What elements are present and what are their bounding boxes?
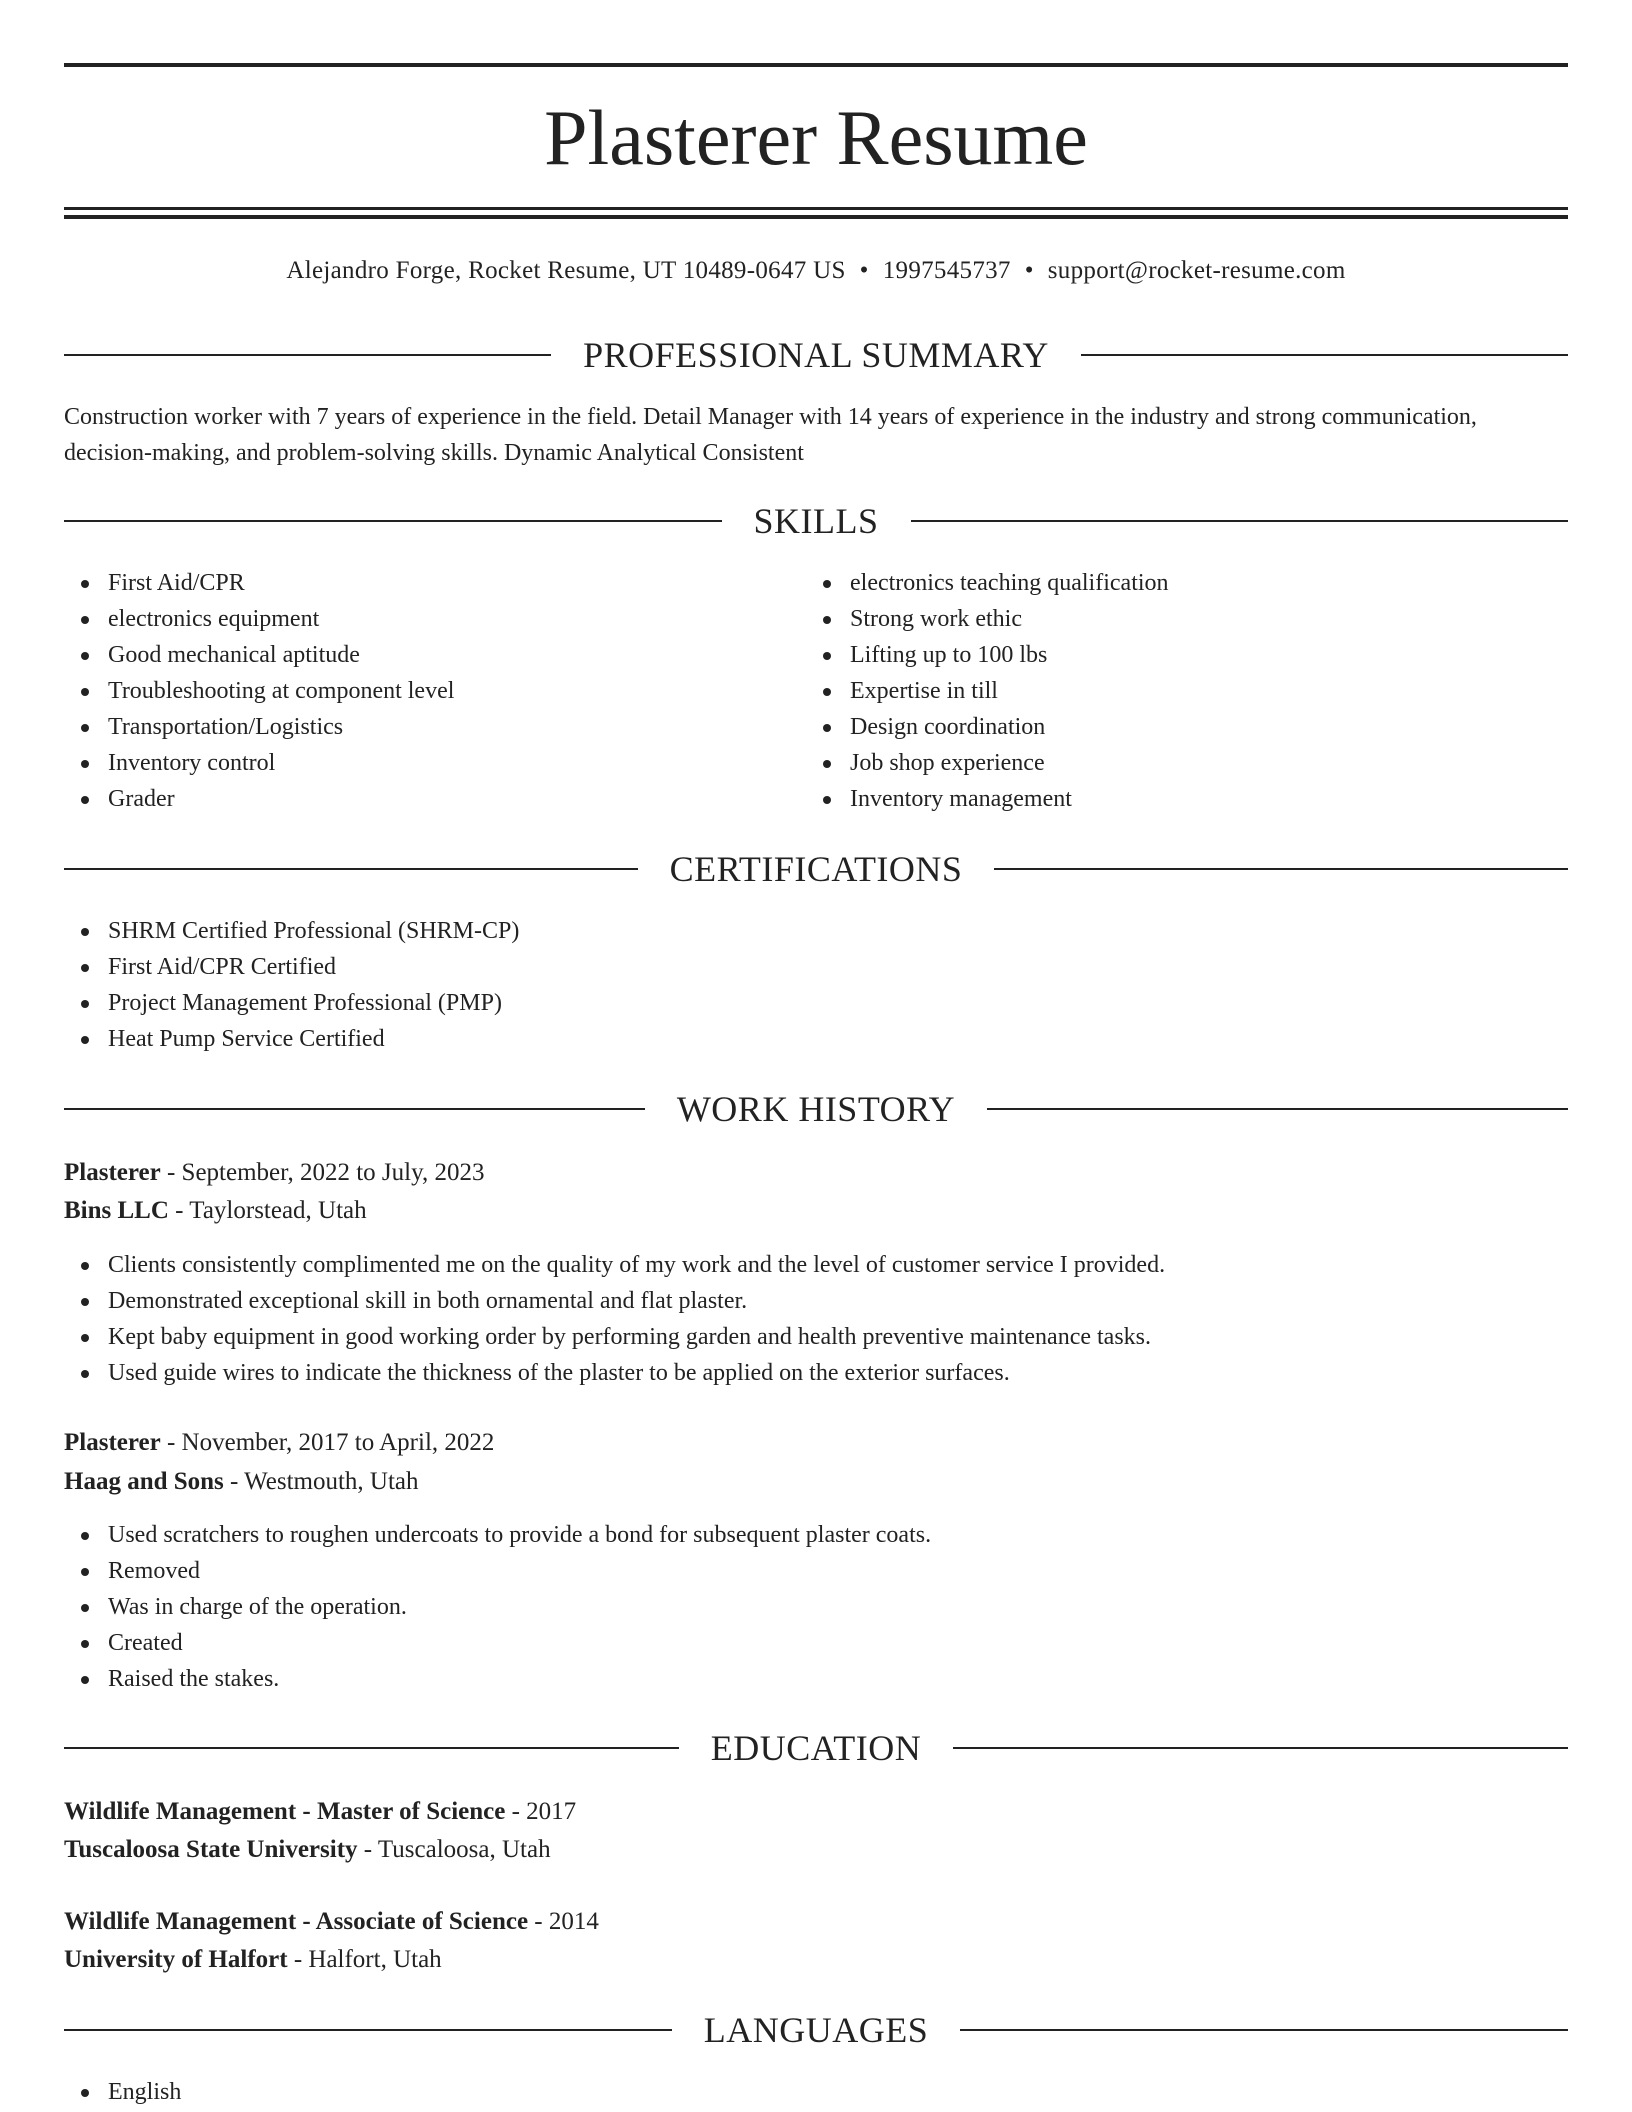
skills-list-left	[64, 565, 454, 817]
heading-rule-right	[911, 520, 1569, 522]
job-company-line	[64, 1463, 419, 1501]
job-dates: - November, 2017 to April, 2022	[160, 1429, 495, 1456]
education-heading	[64, 1726, 1568, 1770]
heading-rule-left	[64, 868, 638, 870]
job-company: Bins LLC	[64, 1197, 169, 1224]
education-school: Tuscaloosa State University	[64, 1836, 358, 1863]
job-title: Plasterer	[64, 1159, 161, 1186]
job-duty-item: Clients consistently complimented me on the quality of my work and the level of customer service I provided.	[64, 1247, 1165, 1283]
job-duty-item: Created	[64, 1625, 931, 1661]
job-duties-list	[64, 1517, 931, 1697]
skill-item: Expertise in till	[806, 673, 1169, 709]
skill-item: First Aid/CPR	[64, 565, 454, 601]
education-year: - 2014	[528, 1908, 599, 1935]
education-school-line	[64, 1941, 442, 1979]
contact-email: support@rocket-resume.com	[1047, 257, 1346, 284]
skills-list-right	[806, 565, 1169, 817]
summary-heading	[64, 333, 1568, 377]
top-rule	[64, 63, 1568, 67]
skill-item: electronics equipment	[64, 601, 454, 637]
page-title: Plasterer Resume	[544, 94, 1088, 181]
skill-item: Job shop experience	[806, 745, 1169, 781]
skill-item: Good mechanical aptitude	[64, 637, 454, 673]
summary-line-2: decision-making, and problem-solving skills. Dynamic Analytical Consistent	[64, 440, 804, 466]
education-school-line	[64, 1831, 551, 1869]
skill-item: Troubleshooting at component level	[64, 673, 454, 709]
certification-item: Project Management Professional (PMP)	[64, 985, 519, 1021]
job-company-line	[64, 1192, 367, 1230]
job-duty-item: Used scratchers to roughen undercoats to provide a bond for subsequent plaster coats.	[64, 1517, 931, 1553]
job-duty-item: Kept baby equipment in good working order by performing garden and health preventive maintenance tasks.	[64, 1319, 1165, 1355]
contact-separator: •	[1024, 257, 1034, 284]
education-degree: Wildlife Management - Master of Science	[64, 1798, 506, 1825]
certification-item: Heat Pump Service Certified	[64, 1021, 519, 1057]
summary-line-1: Construction worker with 7 years of experience in the field. Detail Manager with 14 years of experience in the industry and strong communication,	[64, 404, 1477, 430]
work-history-heading	[64, 1087, 1568, 1131]
summary-heading-label: PROFESSIONAL SUMMARY	[583, 335, 1049, 375]
language-item: English	[64, 2074, 181, 2110]
job-title-line	[64, 1154, 484, 1192]
job-dates: - September, 2022 to July, 2023	[160, 1159, 485, 1186]
certifications-heading-label: CERTIFICATIONS	[669, 849, 963, 889]
heading-rule-right	[953, 1747, 1568, 1749]
heading-rule-left	[64, 520, 722, 522]
contact-phone: 1997545737	[882, 257, 1011, 284]
job-duty-item: Was in charge of the operation.	[64, 1589, 931, 1625]
education-heading-label: EDUCATION	[710, 1728, 922, 1768]
summary-text	[64, 399, 1568, 471]
heading-rule-left	[64, 1108, 645, 1110]
skill-item: Lifting up to 100 lbs	[806, 637, 1169, 673]
certifications-list	[64, 913, 519, 1057]
certification-item: First Aid/CPR Certified	[64, 949, 519, 985]
job-duty-item: Removed	[64, 1553, 931, 1589]
heading-rule-left	[64, 354, 551, 356]
skill-item: Inventory management	[806, 781, 1169, 817]
contact-line	[64, 254, 1568, 288]
skill-item: Design coordination	[806, 709, 1169, 745]
skill-item: Transportation/Logistics	[64, 709, 454, 745]
job-duty-item: Demonstrated exceptional skill in both ornamental and flat plaster.	[64, 1283, 1165, 1319]
skill-item: electronics teaching qualification	[806, 565, 1169, 601]
job-location: - Westmouth, Utah	[223, 1468, 419, 1495]
title-rule-lower	[64, 215, 1568, 219]
heading-rule-left	[64, 2029, 672, 2031]
job-company: Haag and Sons	[64, 1468, 224, 1495]
heading-rule-right	[960, 2029, 1568, 2031]
job-location: - Taylorstead, Utah	[168, 1197, 367, 1224]
job-duties-list	[64, 1247, 1165, 1391]
skill-item: Inventory control	[64, 745, 454, 781]
heading-rule-left	[64, 1747, 679, 1749]
contact-separator: •	[859, 257, 869, 284]
education-year: - 2017	[505, 1798, 577, 1825]
heading-rule-right	[994, 868, 1568, 870]
job-duty-item: Raised the stakes.	[64, 1661, 931, 1697]
title-rule-upper	[64, 207, 1568, 210]
skill-item: Grader	[64, 781, 454, 817]
education-degree-line	[64, 1903, 599, 1941]
education-location: - Halfort, Utah	[287, 1946, 442, 1973]
heading-rule-right	[987, 1108, 1568, 1110]
certification-item: SHRM Certified Professional (SHRM-CP)	[64, 913, 519, 949]
skills-heading	[64, 499, 1568, 543]
contact-address: Alejandro Forge, Rocket Resume, UT 10489-0647 US	[286, 257, 846, 284]
job-title-line	[64, 1424, 494, 1462]
languages-list	[64, 2074, 181, 2110]
skill-item: Strong work ethic	[806, 601, 1169, 637]
education-degree: Wildlife Management - Associate of Science	[64, 1908, 529, 1935]
education-location: - Tuscaloosa, Utah	[357, 1836, 551, 1863]
job-duty-item: Used guide wires to indicate the thickness of the plaster to be applied on the exterior surfaces.	[64, 1355, 1165, 1391]
education-degree-line	[64, 1793, 576, 1831]
education-school: University of Halfort	[64, 1946, 288, 1973]
languages-heading	[64, 2008, 1568, 2052]
heading-rule-right	[1081, 354, 1568, 356]
skills-heading-label: SKILLS	[753, 501, 879, 541]
languages-heading-label: LANGUAGES	[703, 2010, 929, 2050]
work-history-heading-label: WORK HISTORY	[676, 1089, 956, 1129]
certifications-heading	[64, 847, 1568, 891]
job-title: Plasterer	[64, 1429, 161, 1456]
